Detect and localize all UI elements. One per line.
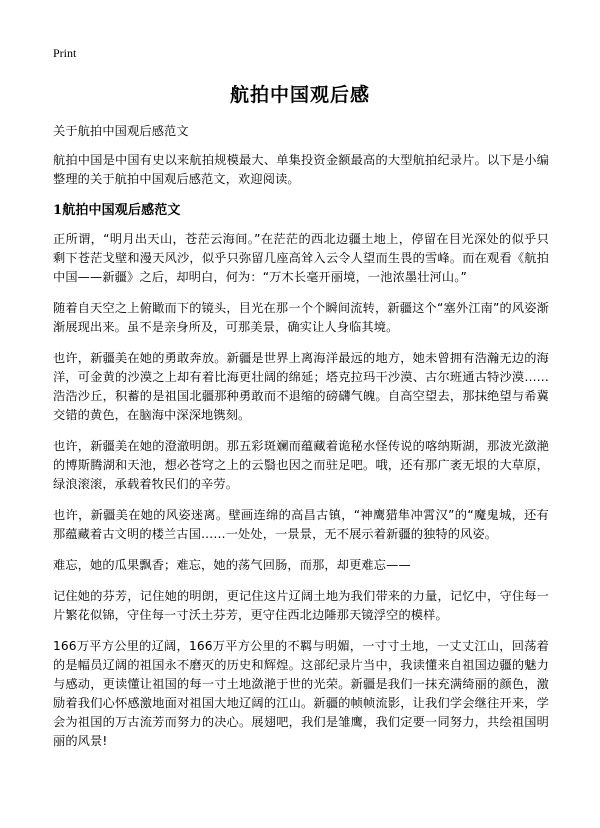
section-heading: 1航拍中国观后感范文 bbox=[53, 203, 181, 218]
body-paragraph: 也许，新疆美在她的澄澈明朗。那五彩斑斓而蕴藏着诡秘水怪传说的喀纳斯湖，那波光潋滟的博斯腾湖和天池，想必苍穹之上的云翳也因之而驻足吧。哦，还有那广袤无垠的大草原，绿浪滚滚，承载着牧民们的辛劳。 bbox=[53, 439, 549, 491]
body-paragraph: 166万平方公里的辽阔，166万平方公里的不羁与明媚，一寸寸土地，一丈丈江山，回荡着的是幅员辽阔的祖国永不磨灭的历史和辉煌。这部纪录片当中，我读懂来自祖国边疆的魅力与感动，更读懂让祖国的每一寸土地潋滟于世的光荣。新疆是我们一抹充满绮丽的颜色，激励着我们心怀感激地面对祖国大地辽阔的江山。新疆的帧帧流影，让我们学会继往开来，学会为祖国的万古流芳而努力的决心。展翅吧，我们是雏鹰，我们定要一同努力，共绘祖国明丽的风景! bbox=[53, 639, 549, 748]
body-paragraph: 记住她的芬芳，记住她的明朗，更记住这片辽阔土地为我们带来的力量，记忆中，守住每一片繁花似锦，守住每一寸沃土芬芳，更守住西北边陲那天镜浮空的模样。 bbox=[53, 589, 549, 622]
article-subtitle: 关于航拍中国观后感范文 bbox=[53, 124, 189, 138]
body-paragraph: 难忘，她的瓜果飘香；难忘，她的荡气回肠，而那，却更难忘—— bbox=[53, 558, 411, 572]
print-link[interactable]: Print bbox=[53, 46, 77, 60]
page-title: 航拍中国观后感 bbox=[229, 84, 370, 106]
body-paragraph: 也许，新疆美在她的勇敢奔放。新疆是世界上离海洋最远的地方，她未曾拥有浩瀚无边的海洋，可金黄的沙漠之上却有着比海更壮阔的绵延；塔克拉玛干沙漠、古尔班通古特沙漠……浩浩沙丘，积蓄的是祖国北疆那种勇敢而不退缩的磅礴气魄。自高空望去，那抹绝望与希冀交错的黄色，在脑海中深深地镌刻。 bbox=[53, 351, 549, 422]
body-paragraph: 正所谓，“明月出天山，苍茫云海间。”在茫茫的西北边疆土地上，停留在目光深处的似乎只剩下苍茫戈壁和漫天风沙，似乎只弥留几座高耸入云令人望而生畏的雪峰。而在观看《航拍中国——新疆》之后，却明白，何为：“万木长毫开丽境，一池浓墨壮河山。” bbox=[53, 232, 549, 284]
body-paragraph: 也许，新疆美在她的风姿迷离。壁画连绵的高昌古镇，“神鹰猎隼冲霄汉”的“魔鬼城，还有那蕴藏着古文明的楼兰古国……一处处，一景景，无不展示着新疆的独特的风姿。 bbox=[53, 508, 549, 541]
intro-paragraph: 航拍中国是中国有史以来航拍规模最大、单集投资金额最高的大型航拍纪录片。以下是小编整理的关于航拍中国观后感范文，欢迎阅读。 bbox=[53, 153, 549, 186]
body-paragraph: 随着自天空之上俯瞰而下的镜头，目光在那一个个瞬间流转，新疆这个“塞外江南”的风姿渐渐展现出来。虽不是亲身所及，可那美景，确实让人身临其境。 bbox=[53, 301, 549, 334]
article-body bbox=[53, 122, 549, 763]
